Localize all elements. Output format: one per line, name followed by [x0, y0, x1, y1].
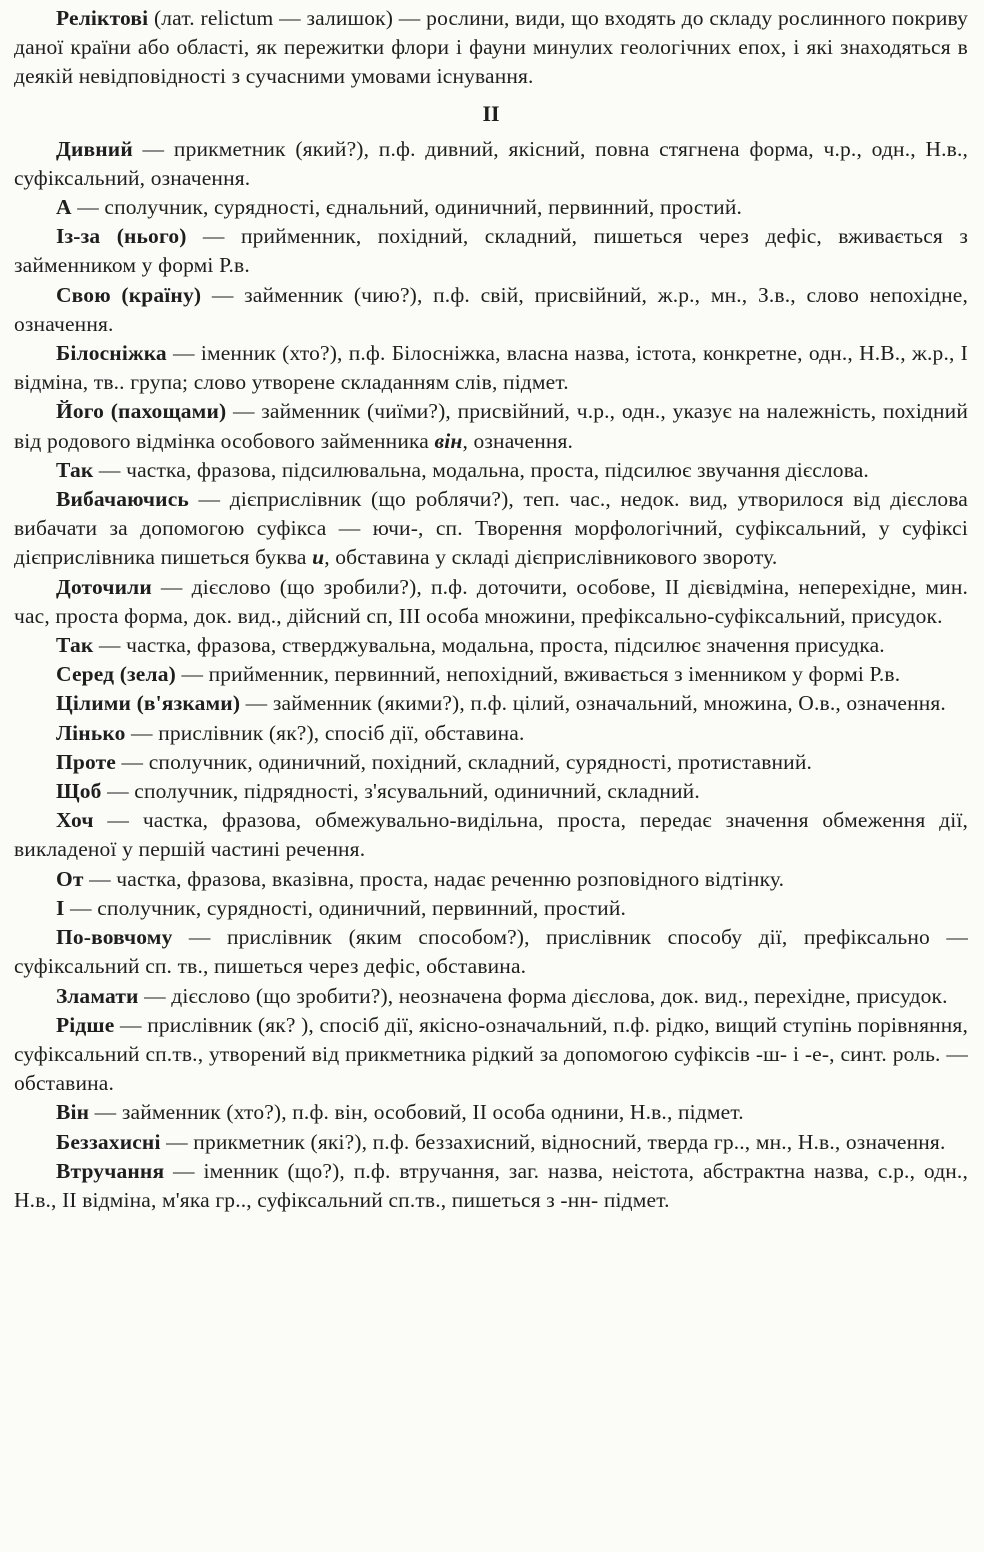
entry-term: Вибачаючись — [56, 487, 189, 512]
entry-svoiu — [14, 281, 968, 339]
entry-term: Так — [56, 633, 94, 658]
entry-text: — іменник (що?), п.ф. втручання, заг. назва, неістота, абстрактна назва, с.р., одн., Н.в., II відміна, м'яка гр.., суфіксальний сп.тв., пишеться з -нн- підмет. — [14, 1158, 968, 1212]
entry-prote — [14, 748, 968, 777]
entry-shchob — [14, 777, 968, 806]
entry-text: — прийменник, первинний, непохідний, вживається з іменником у формі Р.в. — [175, 662, 901, 687]
entry-text-before: — дієприслівник (що роблячи?), теп. час., недок. вид, утворилося від дієслова вибачати за допомогою суфікса — ючи-, сп. Творення морфологічний, суфіксальний, у суфіксі дієприслівника пишеться буква — [14, 487, 968, 570]
entry-po-vovchomu — [14, 923, 968, 981]
entry-text: — займенник (хто?), п.ф. він, особовий, II особа однини, Н.в., підмет. — [89, 1100, 744, 1125]
entry-khoch — [14, 806, 968, 864]
entry-text: — прикметник (які?), п.ф. беззахисний, відносний, тверда гр.., мн., Н.в., означення. — [160, 1129, 946, 1154]
entry-term: Він — [56, 1100, 90, 1125]
entry-text: — дієслово (що зробили?), п.ф. доточити, особове, II дієвідміна, неперехідне, мин. час, проста форма, док. вид., дійсний сп, III особа множини, префіксально-суфіксальний, присудок. — [14, 574, 968, 628]
entry-text: — частка, фразова, вказівна, проста, надає реченню розповідного відтінку. — [83, 866, 785, 891]
entry-zlamaty — [14, 982, 968, 1011]
entry-term: Так — [56, 457, 94, 482]
entry-term: Рідше — [56, 1012, 115, 1037]
entry-sered — [14, 660, 968, 689]
entry-bezzakhysni — [14, 1128, 968, 1157]
entry-ridshe — [14, 1011, 968, 1099]
entry-text: — прислівник (як? ), спосіб дії, якісно-означальний, п.ф. рідко, вищий ступінь порівняння, суфіксальний сп.тв., утворений від прикметника рідкий за допомогою суфіксів -ш- і -е-, синт. роль. — обставина. — [14, 1012, 968, 1096]
entry-term: Свою (країну) — [56, 282, 202, 307]
entry-term: Його (пахощами) — [56, 399, 227, 424]
entry-term: Білосніжка — [56, 341, 167, 366]
entry-text-after: , обставина у складі дієприслівникового звороту. — [324, 545, 778, 570]
entry-text-after: , означення. — [462, 428, 574, 453]
entry-text: — частка, фразова, стверджувальна, модальна, проста, підсилює значення присудка. — [93, 633, 885, 658]
entry-term: Дивний — [56, 136, 133, 161]
entry-term: І — [56, 895, 65, 920]
entry-term: Беззахисні — [56, 1129, 161, 1154]
entry-term: Щоб — [56, 779, 102, 804]
entry-a — [14, 193, 968, 222]
definition-entry-relict — [14, 4, 968, 92]
entry-text: — прислівник (як?), спосіб дії, обставина. — [125, 720, 525, 745]
entry-dyvnyi — [14, 135, 968, 193]
entry-term: От — [56, 866, 84, 891]
entry-text: — сполучник, сурядності, єднальний, одиничний, первинний, простий. — [71, 195, 743, 220]
entry-term: Проте — [56, 749, 117, 774]
entry-text: — частка, фразова, обмежувально-видільна, проста, передає значення обмеження дії, викладеної у першій частині речення. — [14, 808, 968, 862]
entry-emphasis: и — [312, 545, 325, 570]
entry-text: (лат. relictum — залишок) — рослини, види, що входять до складу рослинного покриву даної країни або області, як пережитки флори і фауни минулих геологічних епох, і які знаходяться в деякій невідповідності з сучасними умовами існування. — [14, 6, 968, 89]
entry-term: Реліктові — [56, 6, 149, 30]
entry-text: — сполучник, сурядності, одиничний, первинний, простий. — [64, 895, 626, 920]
entry-text: — іменник (хто?), п.ф. Білосніжка, власна назва, істота, конкретне, одн., Н.В., ж.р., І відміна, тв.. група; слово утворене складанням слів, підмет. — [14, 341, 968, 395]
entry-vybachaiuchys — [14, 485, 968, 573]
entry-term: Серед (зела) — [56, 662, 176, 687]
entry-term: Доточили — [56, 574, 152, 599]
entry-vin — [14, 1098, 968, 1127]
entry-linko — [14, 719, 968, 748]
entry-text: — дієслово (що зробити?), неозначена форма дієслова, док. вид., перехідне, присудок. — [138, 983, 948, 1008]
entry-text: — сполучник, одиничний, похідний, складний, сурядності, протиставний. — [116, 749, 813, 774]
entry-i — [14, 894, 968, 923]
entry-ot — [14, 865, 968, 894]
parsing-entries-list — [14, 135, 968, 1216]
entry-text: — займенник (якими?), п.ф. цілий, означальний, множина, О.в., означення. — [240, 691, 946, 716]
entry-text: — сполучник, підрядності, з'ясувальний, одиничний, складний. — [101, 779, 700, 804]
entry-text: — займенник (чию?), п.ф. свій, присвійний, ж.р., мн., З.в., слово непохідне, означення. — [14, 282, 968, 336]
entry-term: По-вовчому — [56, 925, 173, 950]
entry-dotochyly — [14, 573, 968, 631]
entry-term: Хоч — [56, 808, 94, 833]
entry-term: Втручання — [56, 1158, 165, 1183]
entry-text: — прийменник, похідний, складний, пишеться через дефіс, вживається з займенником у формі Р.в. — [14, 224, 968, 278]
entry-text: — частка, фразова, підсилювальна, модальна, проста, підсилює звучання дієслова. — [93, 457, 869, 482]
entry-vtruchannia — [14, 1157, 968, 1215]
section-heading: II — [482, 100, 500, 126]
entry-term: А — [56, 195, 72, 220]
entry-text-before: — займенник (чиїми?), присвійний, ч.р., одн., указує на належність, похідний від родового відмінка особового займенника — [14, 399, 968, 453]
entry-term: Із-за (нього) — [56, 224, 187, 249]
entry-yoho — [14, 397, 968, 455]
entry-tak-2 — [14, 631, 968, 660]
entry-term: Зламати — [56, 983, 139, 1008]
entry-term: Цілими (в'язками) — [56, 691, 241, 716]
entry-text: — прикметник (який?), п.ф. дивний, якісний, повна стягнена форма, ч.р., одн., Н.в., суфіксальний, означення. — [14, 136, 968, 190]
entry-iz-za — [14, 222, 968, 280]
entry-text: — прислівник (яким способом?), прислівник способу дії, префіксально — суфіксальний сп. тв., пишеться через дефіс, обставина. — [14, 925, 968, 979]
entry-bilosnizhka — [14, 339, 968, 397]
entry-tak-1 — [14, 456, 968, 485]
entry-term: Лінько — [56, 720, 126, 745]
entry-tsilymy — [14, 689, 968, 718]
entry-emphasis: він — [434, 428, 463, 453]
